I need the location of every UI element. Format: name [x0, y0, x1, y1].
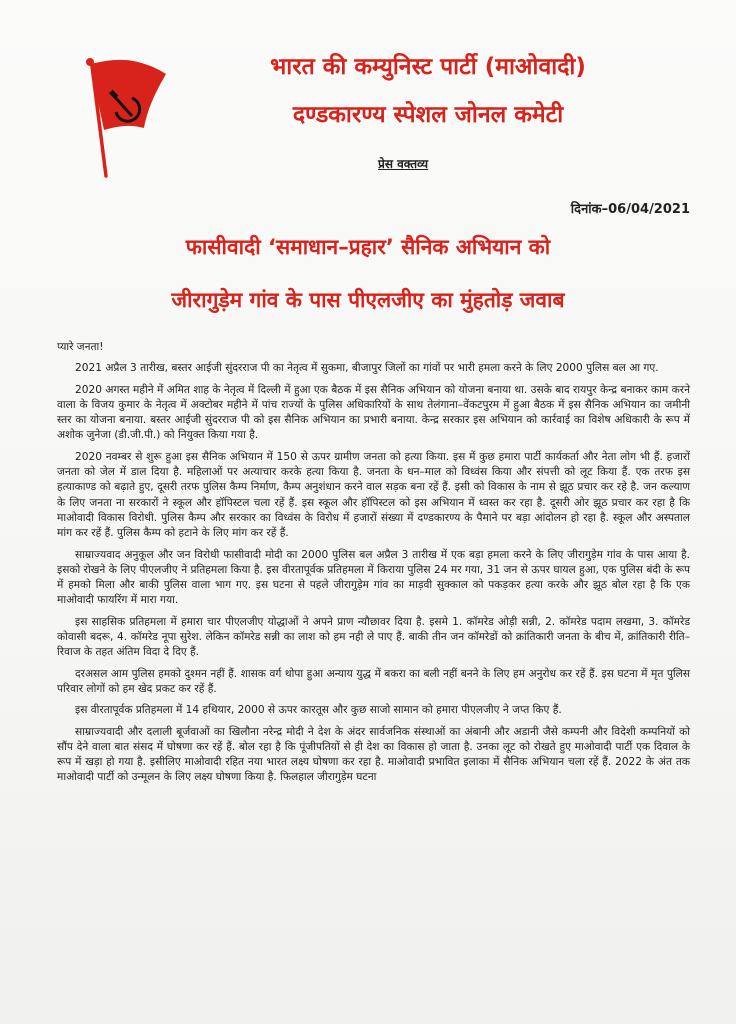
- party-name: भारत की कम्युनिस्ट पार्टी (माओवादी): [270, 54, 586, 80]
- paragraph: 2021 अप्रैल 3 तारीख, बस्तर आईजी सुंदरराज पी का नेतृत्व में सुकमा, बीजापुर जिलों का गांवों पर भारी हमला करने के लिए 2000 पुलिस बल आ गए.: [75, 362, 659, 375]
- statement-body: [57, 340, 690, 792]
- hammer-sickle-flag-icon: [78, 48, 170, 180]
- headline-line-2: जीरागुड़ेम गांव के पास पीएलजीए का मुंहतोड़ जवाब: [171, 288, 565, 312]
- headline-line-1: फासीवादी ‘समाधान–प्रहार’ सैनिक अभियान को: [185, 235, 551, 259]
- paragraph: इस साहसिक प्रतिहमला में हमारा चार पीएलजीए योद्धाओं ने अपने प्राण न्यौछावर दिया है. इसमे 1. कॉमरेड ओड़ी सन्नी, 2. कॉमरेड पदाम लखमा, 3. कॉमरेड कोवासी बदरू, 4. कॉमरेड नूपा सुरेश. लेकिन कॉमरेड सन्नी का लाश को हम नही ले पाए हैं. बाकी तीन जन कॉमरेडों को क्रांतिकारी जनता के बीच में, क्रांतिकारी रीति–रिवाज के तहत अंतिम विदा दे दिए हैं.: [57, 615, 690, 659]
- committee-name: दण्डकारण्य स्पेशल जोनल कमेटी: [292, 102, 564, 128]
- greeting: प्यारे जनता!: [57, 341, 104, 353]
- document-date: दिनांक–06/04/2021: [570, 202, 690, 217]
- paragraph: साम्राज्यवाद अनुकूल और जन विरोधी फासीवादी मोदी का 2000 पुलिस बल अप्रैल 3 तारीख में एक बड़ा हमला करने के लिए जीरागुड़ेम गांव के पास आया है. इसको रोखने के लिए पीएलजीए ने प्रतिहमला किया है. इस वीरतापूर्वक प्रतिहमला में किराया पुलिस 24 मर गया, 31 जन से ऊपर घायल हुआ, एक पुलिस बंदी के रूप में हमको मिला और बाकी पुलिस वाला भाग गए. इस घटना से पहले जीरागुड़ेम गांव का माड़वी सुक्काल को पकड़कर हत्या करके और झूठ बोल रहा है कि एक माओवादी फायरिंग में मारा गया.: [57, 548, 690, 607]
- paragraph: इस वीरतापूर्वक प्रतिहमला में 14 हथियार, 2000 से ऊपर कारतूस और कुछ साजो सामान को हमारा पीएलजीए ने जप्त किए हैं.: [75, 704, 562, 717]
- paragraph: 2020 अगस्त महीने में अमित शाह के नेतृत्व में दिल्ली में हुआ एक बैठक में इस सैनिक अभियान को योजना बनाया था. उसके बाद रायपुर केन्द्र बनाकर काम करने वाला के विजय कुमार के नेतृत्व में अक्टोबर महीने में पांच राज्यों के पुलिस अधिकारियों के साथ तेलंगाना–वेंकटपुरम में हुआ बैठक में इस सैनिक अभियान का जमीनी स्तर का योजना बनाया. बस्तर आईजी सुंदरराज पी को इस सैनिक अभियान का प्रभारी बनाया. केन्द्र सरकार इस अभियान को कार्रवाई का विशेष अधिकारी के रूप में अशोक जुनेजा (डी.जी.पी.) को नियुक्त किया गया है.: [57, 383, 690, 442]
- document-type: प्रेस वक्तव्य: [378, 157, 429, 171]
- paragraph: साम्राज्यवादी और दलाली बूर्जवाओं का खिलौना नरेन्द्र मोदी ने देश के अंदर सार्वजनिक संस्थाओं का अंबानी और अडानी जैसे कम्पनी और विदेशी कम्पनियों को सौंप देने वाला बात संसद में घोषणा कर रहें हैं. बोल रहा है कि पूंजीपतियों से ही देश का विकास हो जाता है. उनका लूट को रोखते हुए माओवादी पार्टी एक दिवाल के रूप में खड़ा हो गया है. इसीलिए माओवादी रहित नया भारत लक्ष्य घोषणा कर रहा है. माओवादी प्रभावित इलाका में सैनिक अभियान चला रहें हैं. 2022 के अंत तक माओवादी पार्टी को उन्मूलन के लिए लक्ष्य घोषणा किया है. फिलहाल जीरागुड़ेम घटना: [57, 725, 690, 784]
- paragraph: 2020 नवम्बर से शुरू हुआ इस सैनिक अभियान में 150 से ऊपर ग्रामीण जनता को हत्या किया. इस में कुछ हमारा पार्टी कार्यकर्ता और नेता लोग भी हैं. हजारों जनता को जेल में डाल दिया है. महिलाओं पर अत्याचार करके हत्या किया है. जनता के धन–माल को विध्वंस किया और संपत्ती को लूट किया हैं. एक तरफ इस हत्याकाण्ड को बढ़ाते हुए, दूसरी तरफ पुलिस कैम्प निर्माण, कैम्प अनुशंधान करने वाल सड़क बना रहें हैं. इसी को विकास के नाम से झूठ प्रचार कर रहे है. जन कल्याण के लिए जनता ना सरकारों ने स्कूल और हॉपिस्टल चला रहें हैं. इस स्कूल और हॉपिस्टल को इस अभियान में ध्वस्त कर रहा है. दूसरी ओर झूठ प्रचार कर रहा है कि माओवादी विकास विरोधी. पुलिस कैम्प और सरकार का विध्वंस के विरोध में हजारों संख्या में दण्डकारण्य के पैमाने पर बड़ा आंदोलन हो रहा है. स्कूल और अस्पताल मांग कर रहें हैं. पुलिस कैम्प को हटाने के लिए मांग कर रहें हैं.: [57, 450, 690, 540]
- paragraph: दरअसल आम पुलिस हमको दुश्मन नहीं हैं. शासक वर्ग थोपा हुआ अन्याय युद्ध में बकरा का बली नहीं बनने के लिए हम अनुरोध कर रहें हैं. इस घटना में मृत पुलिस परिवार लोगों को हम खेद प्रकट कर रहें हैं.: [57, 667, 690, 695]
